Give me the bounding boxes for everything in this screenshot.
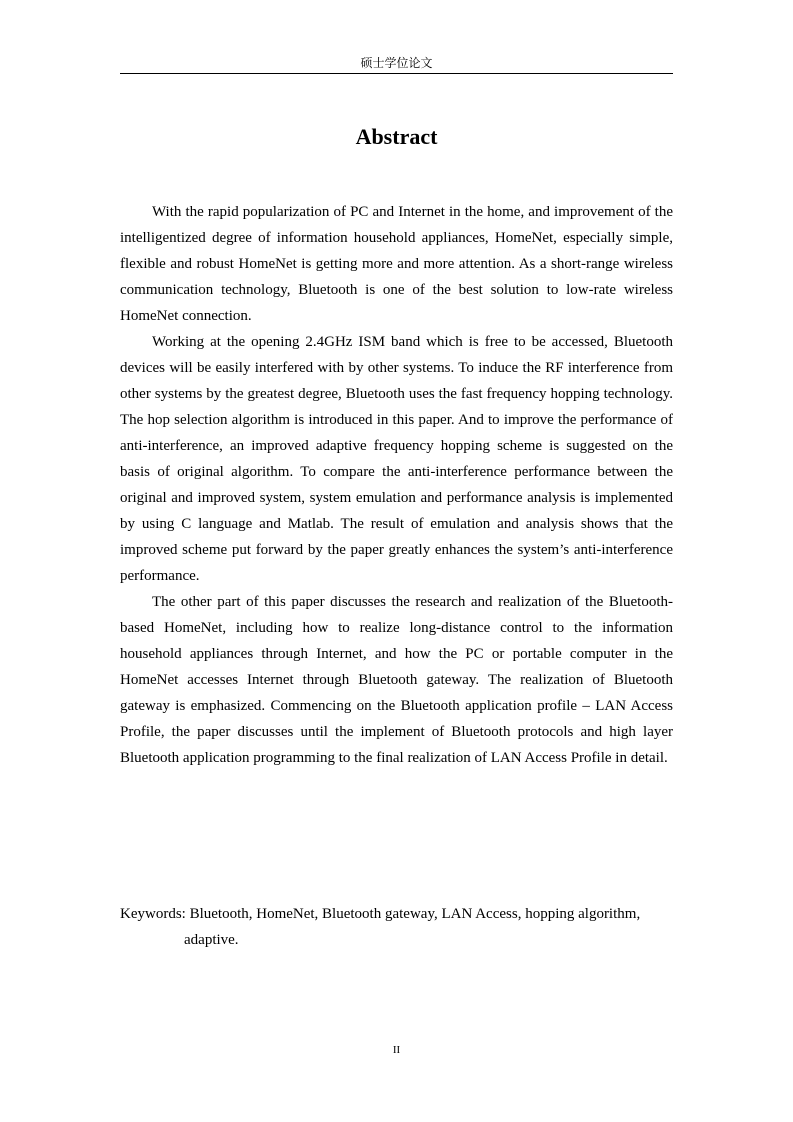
page-number: II: [392, 1044, 401, 1056]
abstract-body: [120, 199, 673, 771]
abstract-paragraph-1: With the rapid popularization of PC and Internet in the home, and improvement of the intelligentized degree of information household appliances, HomeNet, especially simple, flexible and robust HomeNet is getting more and more attention. As a short-range wireless communication technology, Bluetooth is one of the best solution to low-rate wireless HomeNet connection.: [120, 204, 673, 324]
abstract-paragraph-3: The other part of this paper discusses the research and realization of the Bluetooth-based HomeNet, including how to realize long-distance control to the information household appliances through Internet, and how the PC or portable computer in the HomeNet accesses Internet through Bluetooth gateway. The realization of Bluetooth gateway is emphasized. Commencing on the Bluetooth application profile – LAN Access Profile, the paper discusses until the implement of Bluetooth protocols and high layer Bluetooth application programming to the final realization of LAN Access Profile in detail.: [120, 594, 673, 766]
abstract-paragraph-2: Working at the opening 2.4GHz ISM band which is free to be accessed, Bluetooth devices will be easily interfered with by other systems. To induce the RF interference from other systems by the greatest degree, Bluetooth uses the fast frequency hopping technology. The hop selection algorithm is introduced in this paper. And to improve the performance of anti-interference, an improved adaptive frequency hopping scheme is suggested on the basis of original algorithm. To compare the anti-interference performance between the original and improved system, system emulation and performance analysis is implemented by using C language and Matlab. The result of emulation and analysis shows that the improved scheme put forward by the paper greatly enhances the system’s anti-interference performance.: [120, 334, 673, 584]
keywords: Keywords: Bluetooth, HomeNet, Bluetooth gateway, LAN Access, hopping algorithm, adaptive.: [120, 906, 641, 948]
header-rule: [120, 73, 673, 74]
running-header: 硕士学位论文: [360, 56, 433, 70]
page-title: Abstract: [355, 124, 438, 149]
